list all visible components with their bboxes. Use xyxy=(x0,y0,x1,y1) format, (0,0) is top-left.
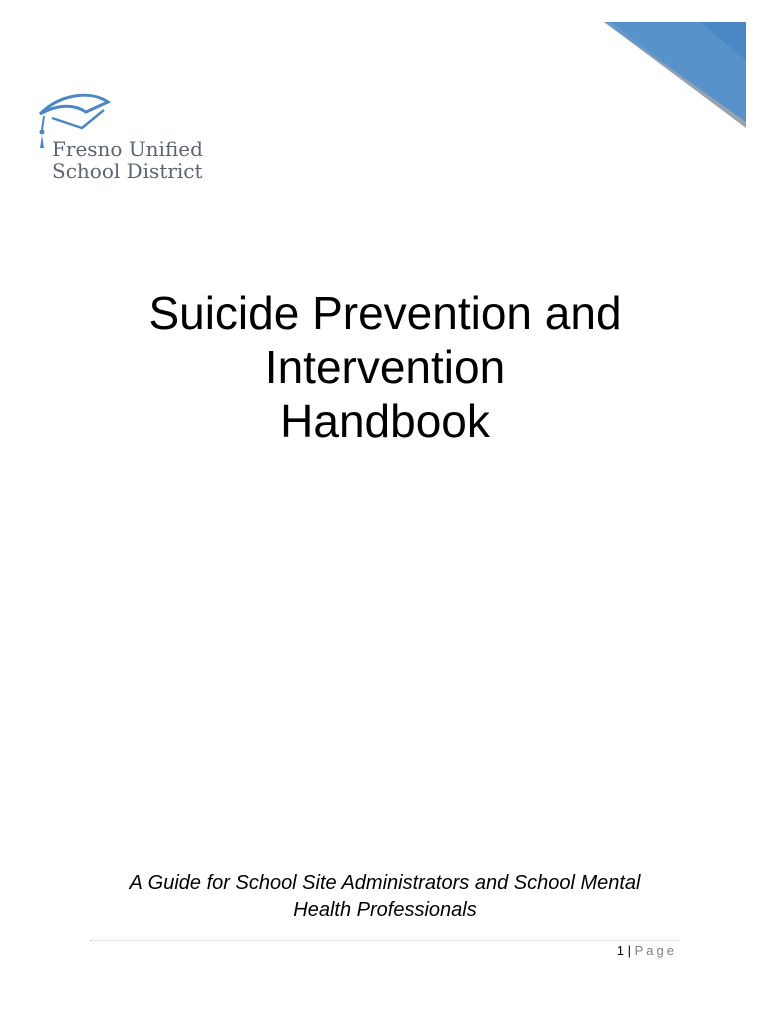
logo-text-line2: School District xyxy=(52,159,203,183)
title-line1: Suicide Prevention and xyxy=(148,287,622,339)
subtitle-line2: Health Professionals xyxy=(293,899,477,921)
document-subtitle xyxy=(60,870,710,924)
logo-text-line1: Fresno Unified xyxy=(52,137,203,161)
page-number: 1 xyxy=(616,943,624,958)
district-logo xyxy=(30,88,220,188)
page-number-footer xyxy=(617,943,677,958)
title-line2: Intervention xyxy=(264,341,506,393)
title-line3: Handbook xyxy=(280,395,490,447)
document-title xyxy=(0,286,770,448)
page-separator: | xyxy=(627,943,631,958)
footer-divider xyxy=(90,940,680,941)
subtitle-line1: A Guide for School Site Administrators and School Mental xyxy=(129,872,641,894)
page-label: Page xyxy=(634,943,677,958)
